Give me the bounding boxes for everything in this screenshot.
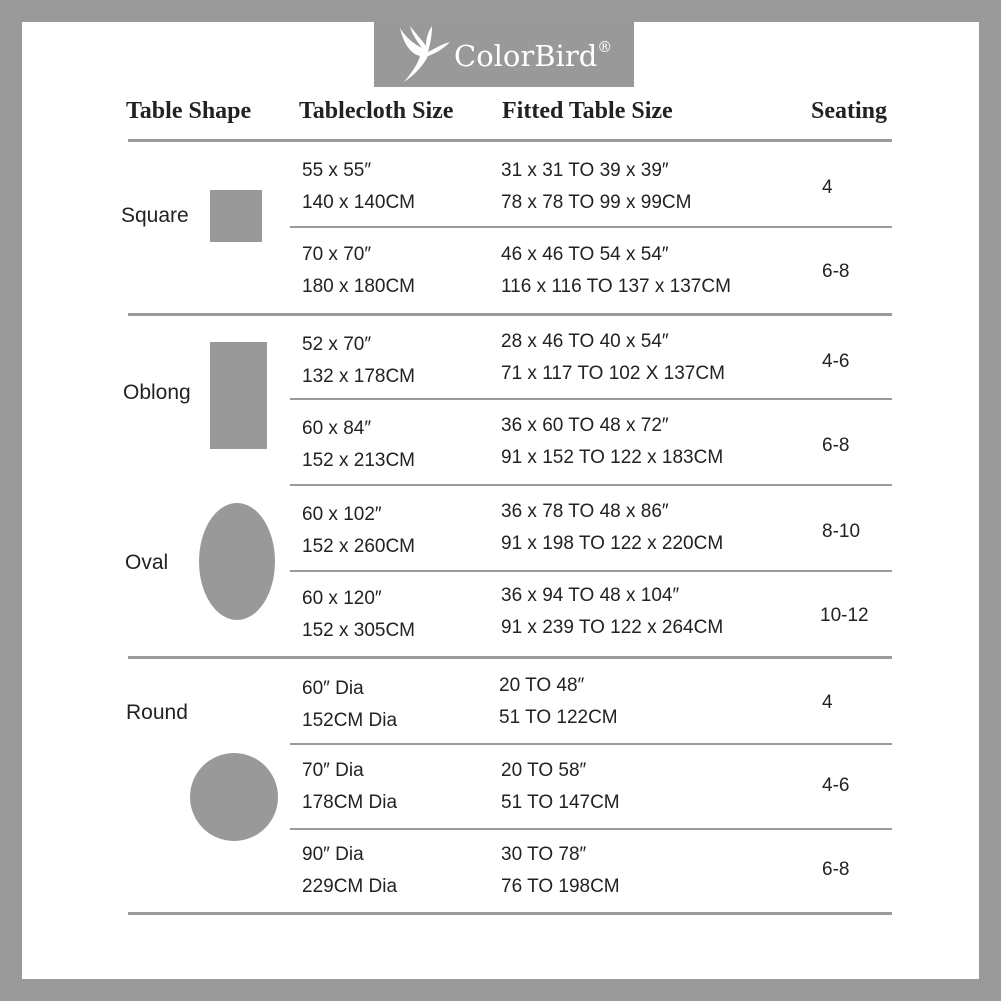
tablecloth-size-cell: 70 x 70″ 180 x 180CM bbox=[302, 244, 416, 297]
header-tablecloth-size: Tablecloth Size bbox=[299, 98, 454, 124]
tablecloth-size-cell: 60 x 102″ 152 x 260CM bbox=[302, 504, 416, 557]
brand-banner bbox=[374, 22, 634, 87]
row-divider bbox=[290, 226, 892, 228]
row-divider bbox=[290, 570, 892, 572]
fitted-size-cell: 31 x 31 TO 39 x 39″ 78 x 78 TO 99 x 99CM bbox=[501, 160, 692, 213]
oval-shape-icon bbox=[199, 503, 275, 620]
tablecloth-size-cell: 55 x 55″ 140 x 140CM bbox=[302, 160, 416, 213]
group-divider bbox=[128, 656, 892, 659]
row-divider bbox=[290, 398, 892, 400]
fitted-size-cell: 28 x 46 TO 40 x 54″ 71 x 117 TO 102 X 137CM bbox=[501, 331, 725, 384]
row-divider bbox=[290, 828, 892, 830]
tablecloth-size-cell: 52 x 70″ 132 x 178CM bbox=[302, 334, 416, 387]
fitted-size-cell: 46 x 46 TO 54 x 54″ 116 x 116 TO 137 x 137CM bbox=[501, 244, 731, 297]
seating-cell: 8-10 bbox=[822, 521, 861, 542]
shape-label-oblong: Oblong bbox=[123, 381, 191, 404]
seating-cell: 6-8 bbox=[822, 435, 850, 456]
fitted-size-cell: 20 TO 48″ 51 TO 122CM bbox=[499, 675, 618, 728]
brand-name: ColorBird® bbox=[454, 38, 613, 73]
fitted-size-cell: 36 x 60 TO 48 x 72″ 91 x 152 TO 122 x 183CM bbox=[501, 415, 724, 468]
fitted-size-cell: 36 x 78 TO 48 x 86″ 91 x 198 TO 122 x 220CM bbox=[501, 501, 724, 554]
seating-cell: 6-8 bbox=[822, 261, 850, 282]
row-divider bbox=[290, 484, 892, 486]
fitted-size-cell: 30 TO 78″ 76 TO 198CM bbox=[501, 844, 620, 897]
tablecloth-size-cell: 70″ Dia 178CM Dia bbox=[302, 760, 398, 813]
table-bottom-divider bbox=[128, 912, 892, 915]
seating-cell: 4 bbox=[822, 177, 833, 198]
fitted-size-cell: 20 TO 58″ 51 TO 147CM bbox=[501, 760, 620, 813]
seating-cell: 10-12 bbox=[820, 605, 869, 626]
shape-label-square: Square bbox=[121, 204, 189, 227]
seating-cell: 6-8 bbox=[822, 859, 850, 880]
shape-label-oval: Oval bbox=[125, 551, 169, 574]
header-seating: Seating bbox=[811, 98, 888, 124]
tablecloth-size-cell: 60″ Dia 152CM Dia bbox=[302, 678, 398, 731]
seating-cell: 4-6 bbox=[822, 351, 850, 372]
tablecloth-size-cell: 60 x 84″ 152 x 213CM bbox=[302, 418, 416, 471]
oblong-shape-icon bbox=[210, 342, 267, 449]
seating-cell: 4-6 bbox=[822, 775, 850, 796]
fitted-size-cell: 36 x 94 TO 48 x 104″ 91 x 239 TO 122 x 264CM bbox=[501, 585, 724, 638]
tablecloth-size-cell: 90″ Dia 229CM Dia bbox=[302, 844, 398, 897]
tablecloth-size-cell: 60 x 120″ 152 x 305CM bbox=[302, 588, 416, 641]
bird-logo-icon bbox=[396, 24, 452, 86]
seating-cell: 4 bbox=[822, 692, 833, 713]
shape-label-round: Round bbox=[126, 701, 188, 724]
header-table-shape: Table Shape bbox=[126, 98, 252, 124]
square-shape-icon bbox=[210, 190, 262, 242]
header-divider bbox=[128, 139, 892, 142]
header-fitted-table-size: Fitted Table Size bbox=[502, 98, 673, 124]
group-divider bbox=[128, 313, 892, 316]
round-shape-icon bbox=[190, 753, 278, 841]
row-divider bbox=[290, 743, 892, 745]
